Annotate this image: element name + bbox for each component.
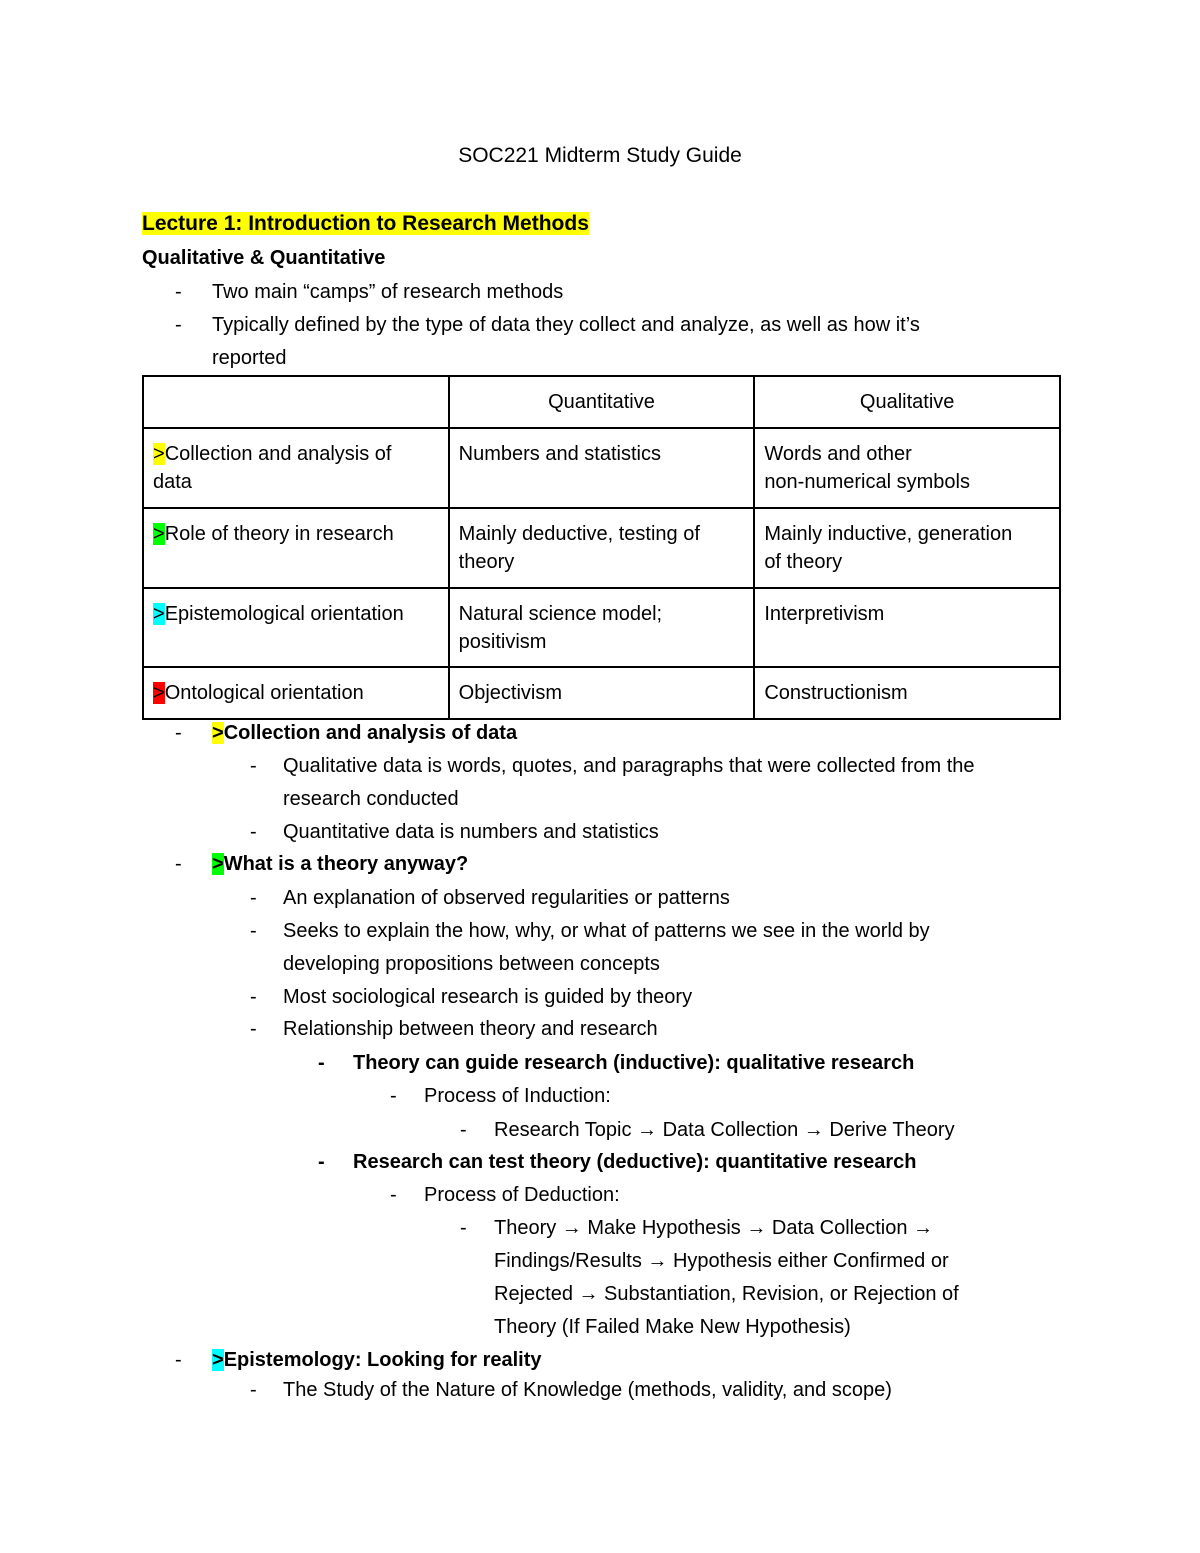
deduction-flow-line-4: Theory (If Failed Make New Hypothesis)	[494, 1316, 851, 1338]
theory-item-3: Most sociological research is guided by theory	[283, 986, 693, 1008]
intro-bullet-2-continued: reported	[212, 347, 287, 369]
collection-item-2: Quantitative data is numbers and statistics	[283, 821, 659, 843]
bullet-dash: -	[250, 755, 257, 777]
deduction-flow-line-2: Findings/Results → Hypothesis either Confirmed or	[494, 1250, 949, 1272]
table-row-label: >Collection and analysis of data	[143, 428, 449, 508]
table-row	[143, 508, 1060, 588]
theory-item-1: An explanation of observed regularities or patterns	[283, 887, 730, 909]
table-header-qualitative: Qualitative	[754, 376, 1060, 428]
table-row	[143, 428, 1060, 508]
theory-item-2: Seeks to explain the how, why, or what of patterns we see in the world by	[283, 920, 930, 942]
bullet-dash: -	[460, 1119, 467, 1141]
bullet-dash: -	[175, 722, 182, 744]
section-heading: Qualitative & Quantitative	[142, 247, 386, 269]
bullet-dash: -	[250, 1018, 257, 1040]
bullet-dash: -	[250, 821, 257, 843]
bullet-dash: -	[175, 281, 182, 303]
table-row-label: >Ontological orientation	[143, 667, 449, 719]
table-cell-qualitative: Mainly inductive, generation of theory	[754, 508, 1060, 588]
table-cell-quantitative: Natural science model; positivism	[449, 588, 755, 667]
bullet-dash: -	[390, 1184, 397, 1206]
table-row	[143, 667, 1060, 719]
theory-heading: >What is a theory anyway?	[212, 853, 469, 875]
table-header-quantitative: Quantitative	[449, 376, 755, 428]
bullet-dash: -	[390, 1085, 397, 1107]
table-cell-quantitative: Objectivism	[449, 667, 755, 719]
table-cell-qualitative: Interpretivism	[754, 588, 1060, 667]
table-row	[143, 588, 1060, 667]
table-header-row	[143, 376, 1060, 428]
section-marker: >	[212, 853, 224, 875]
bullet-dash: -	[175, 1349, 182, 1371]
collection-item-1-continued: research conducted	[283, 788, 459, 810]
epistemology-heading: >Epistemology: Looking for reality	[212, 1349, 542, 1371]
collection-item-1: Qualitative data is words, quotes, and paragraphs that were collected from the	[283, 755, 975, 777]
bullet-dash: -	[460, 1217, 467, 1239]
collection-heading: >Collection and analysis of data	[212, 722, 518, 744]
deductive-heading: Research can test theory (deductive): quantitative research	[353, 1151, 917, 1173]
deduction-label: Process of Deduction:	[424, 1184, 620, 1206]
intro-bullet-2: Typically defined by the type of data they collect and analyze, as well as how it’s	[212, 314, 920, 336]
inductive-heading: Theory can guide research (inductive): qualitative research	[353, 1052, 915, 1074]
row-marker: >	[153, 523, 165, 545]
table-row-label: >Epistemological orientation	[143, 588, 449, 667]
deduction-flow-line-1: Theory → Make Hypothesis → Data Collection →	[494, 1217, 934, 1239]
table-cell-qualitative: Words and other non-numerical symbols	[754, 428, 1060, 508]
comparison-table	[142, 375, 1061, 720]
table-cell-qualitative: Constructionism	[754, 667, 1060, 719]
induction-label: Process of Induction:	[424, 1085, 611, 1107]
table-cell-quantitative: Mainly deductive, testing of theory	[449, 508, 755, 588]
epistemology-item-1: The Study of the Nature of Knowledge (methods, validity, and scope)	[283, 1379, 892, 1401]
lecture-heading	[142, 210, 589, 238]
bullet-dash: -	[175, 314, 182, 336]
bullet-dash: -	[250, 986, 257, 1008]
lecture-heading-text: Lecture 1: Introduction to Research Methods	[142, 212, 589, 235]
intro-bullet-1: Two main “camps” of research methods	[212, 281, 564, 303]
theory-item-2-continued: developing propositions between concepts	[283, 953, 660, 975]
row-marker: >	[153, 443, 165, 465]
section-marker: >	[212, 1349, 224, 1371]
bullet-dash: -	[175, 853, 182, 875]
bullet-dash: -	[250, 920, 257, 942]
bullet-dash: -	[318, 1151, 325, 1173]
document-title: SOC221 Midterm Study Guide	[458, 144, 742, 167]
theory-item-4: Relationship between theory and research	[283, 1018, 658, 1040]
table-header-cell-empty	[143, 376, 449, 428]
bullet-dash: -	[250, 1379, 257, 1401]
table-cell-quantitative: Numbers and statistics	[449, 428, 755, 508]
bullet-dash: -	[250, 887, 257, 909]
induction-flow: Research Topic → Data Collection → Derive Theory	[494, 1119, 955, 1141]
bullet-dash: -	[318, 1052, 325, 1074]
deduction-flow-line-3: Rejected → Substantiation, Revision, or Rejection of	[494, 1283, 959, 1305]
section-marker: >	[212, 722, 224, 744]
row-marker: >	[153, 682, 165, 704]
table-row-label: >Role of theory in research	[143, 508, 449, 588]
row-marker: >	[153, 603, 165, 625]
